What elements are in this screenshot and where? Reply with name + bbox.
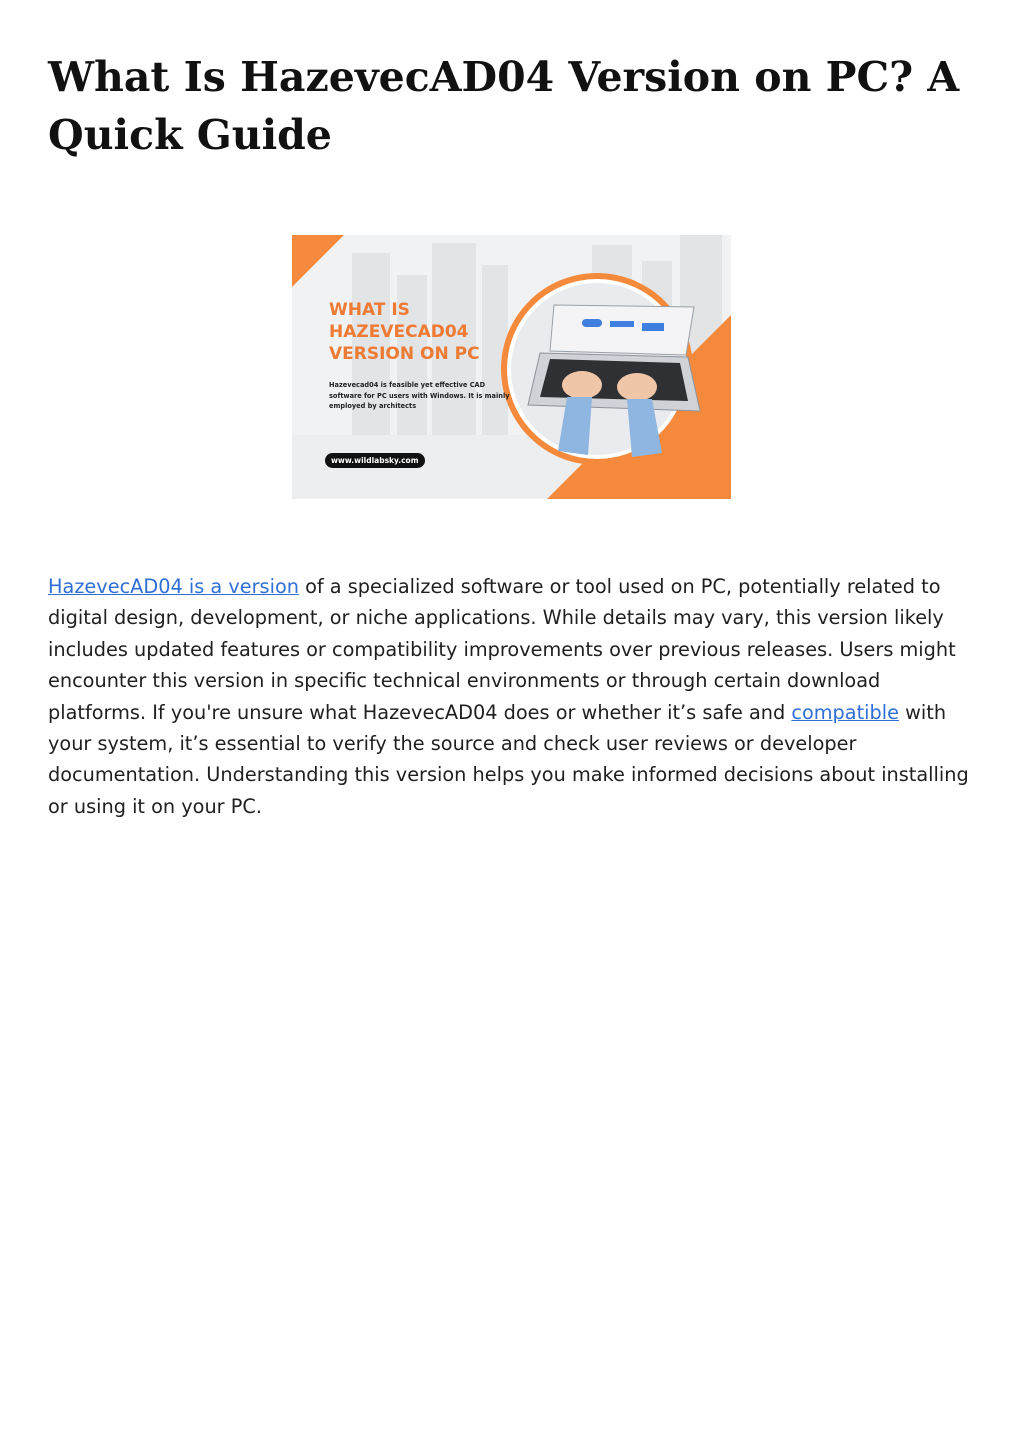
hero-blurb: Hazevecad04 is feasible yet effective CAD software for PC users with Windows. It is mainly employed by architects xyxy=(329,381,510,410)
paragraph-text-part-2: with your system, it’s essential to verify the source and check user reviews or developer documentation. Understanding this version helps you make informed decisions about installing or using it on your PC. xyxy=(48,700,969,818)
page-title: What Is HazevecAD04 Version on PC? A Quick Guide xyxy=(48,53,960,159)
hero-url-badge: www.wildlabsky.com xyxy=(325,453,425,468)
paragraph-text-part-1: of a specialized software or tool used on PC, potentially related to digital design, development, or niche applications. While details may vary, this version likely includes updated features or compatibility improvements over previous releases. Users might encounter this version in specific technical environments or through certain download platforms. If you're unsure what HazevecAD04 does or whether it’s safe and xyxy=(48,575,956,724)
orange-corner-shape xyxy=(292,235,344,287)
article-hero-image xyxy=(292,235,731,499)
hazevecad04-version-link[interactable]: HazevecAD04 is a version xyxy=(48,575,299,598)
article-paragraph xyxy=(48,571,976,822)
laptop-icon xyxy=(528,305,700,411)
hero-heading: WHAT IS HAZEVECAD04 VERSION ON PC xyxy=(329,300,480,364)
compatible-link[interactable]: compatible xyxy=(791,700,899,724)
